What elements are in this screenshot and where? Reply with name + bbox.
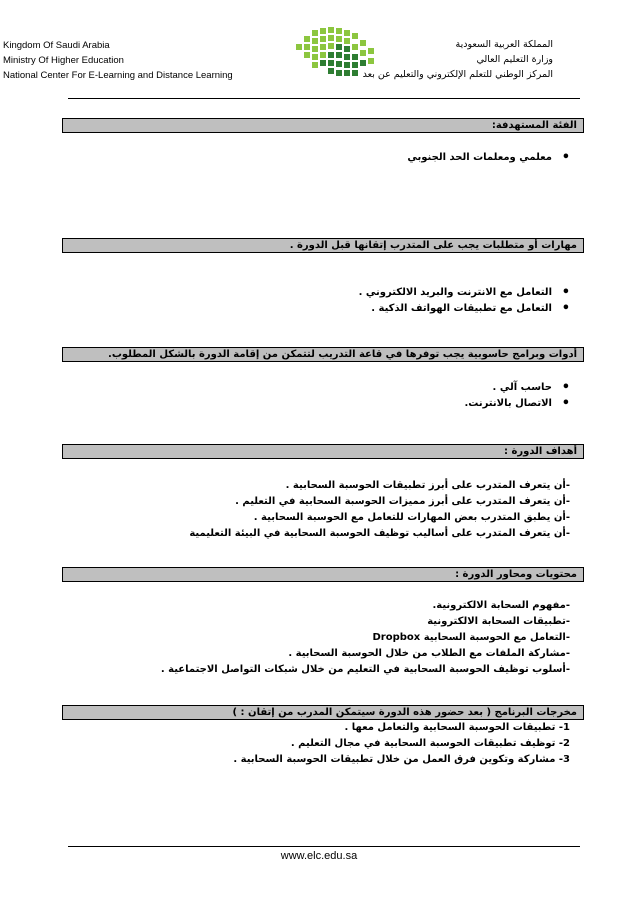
section-bar-objectives: أهداف الدورة : [62, 444, 584, 459]
list-item: • الاتصال بالانترنت. [464, 396, 570, 412]
list-item: -أن يتعرف المتدرب على أبرز تطبيقات الحوسبة السحابية . [285, 480, 570, 491]
header-ar-line-2: وزارة التعليم العالي [476, 54, 553, 65]
section-body-outcomes [233, 720, 570, 768]
header-ar-line-1: المملكة العربية السعودية [455, 39, 553, 50]
footer-url[interactable]: www.elc.edu.sa [280, 850, 358, 862]
list-item: • التعامل مع تطبيقات الهواتف الذكية . [359, 301, 570, 317]
list-item: • التعامل مع الانترنت والبريد الالكتروني . [359, 285, 570, 301]
header-en-line-3: National Center For E-Learning and Distance Learning [3, 70, 233, 81]
footer-divider [68, 846, 580, 847]
section-body-target-audience [407, 150, 570, 166]
list-item: • معلمي ومعلمات الحد الجنوبي [407, 150, 570, 166]
header-arabic [363, 37, 553, 82]
list-item: -أسلوب توظيف الحوسبة السحابية في التعليم من خلال شبكات التواصل الاجتماعية . [160, 664, 570, 675]
header-en-line-2: Ministry Of Higher Education [3, 55, 124, 66]
header-divider [68, 98, 580, 99]
header-english [3, 38, 233, 83]
section-body-prerequisites [359, 285, 570, 317]
list-item: 1- تطبيقات الحوسبة السحابية والتعامل معها . [344, 722, 570, 733]
section-bar-contents: محتويات ومحاور الدورة : [62, 567, 584, 582]
list-item: -أن يتعرف المتدرب على أبرز مميزات الحوسبة السحابية في التعليم . [235, 496, 570, 507]
section-body-objectives [189, 478, 570, 542]
section-bar-outcomes: مخرجات البرنامج ( بعد حضور هذه الدورة سيتمكن المدرب من إتقان : ) [62, 705, 584, 720]
header-en-line-1: Kingdom Of Saudi Arabia [3, 40, 110, 51]
list-item: 2- توظيف تطبيقات الحوسبة السحابية في مجال التعليم . [290, 738, 570, 749]
list-item: -مشاركة الملفات مع الطلاب من خلال الحوسبة السحابية . [288, 648, 570, 659]
header-ar-line-3: المركز الوطني للتعلم الإلكتروني والتعليم عن بعد [362, 69, 553, 80]
section-bar-prerequisites: مهارات أو متطلبات يجب على المتدرب إتقانها قبل الدورة . [62, 238, 584, 253]
section-bar-target-audience: الفئة المستهدفة: [62, 118, 584, 133]
list-item: -أن يتعرف المتدرب على أساليب توظيف الحوسبة السحابية في البيئة التعليمية [189, 528, 570, 539]
list-item: -مفهوم السحابة الالكترونية. [432, 600, 570, 611]
list-item: -أن يطبق المتدرب بعض المهارات للتعامل مع الحوسبة السحابية . [253, 512, 570, 523]
section-body-tools [464, 380, 570, 412]
section-bar-tools: أدوات وبرامج حاسوبية يجب توفرها في قاعة التدريب لتتمكن من إقامة الدورة بالشكل المطلوب. [62, 347, 584, 362]
list-item: -التعامل مع الحوسبة السحابية Dropbox [372, 632, 570, 643]
list-item: -تطبيقات السحابة الالكترونية [427, 616, 570, 627]
section-body-contents [161, 598, 570, 678]
list-item: • حاسب آلي . [464, 380, 570, 396]
list-item: 3- مشاركة وتكوين فرق العمل من خلال تطبيقات الحوسبة السحابية . [233, 754, 570, 765]
